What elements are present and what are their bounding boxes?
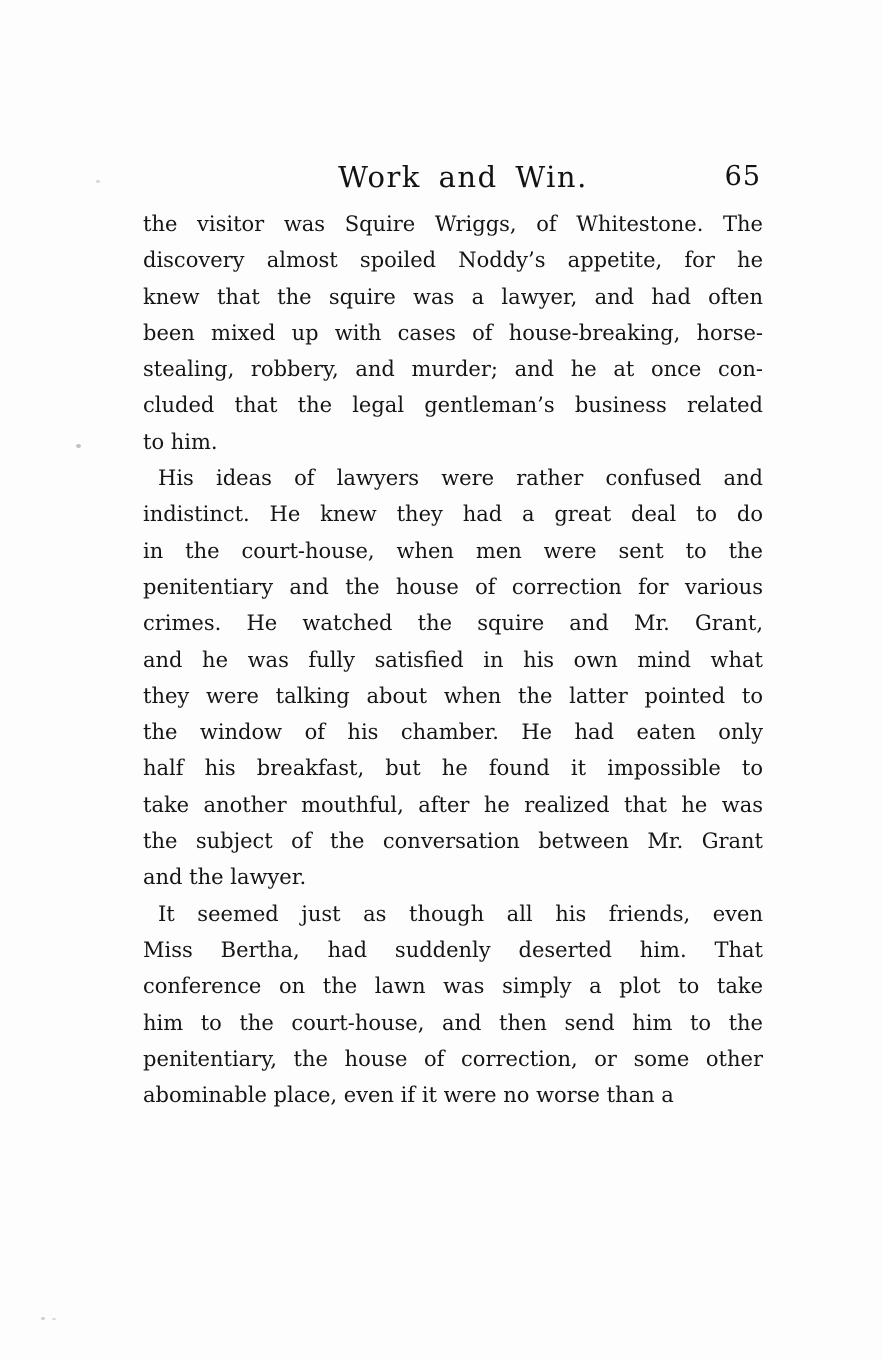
page-header xyxy=(143,160,763,204)
text-line: discovery almost spoiled Noddy’s appetite, for he xyxy=(143,248,763,273)
text-line: to him. xyxy=(143,429,218,454)
running-title: Work and Win. xyxy=(338,160,588,194)
text-line: His ideas of lawyers were rather confused and xyxy=(158,466,763,491)
text-line: indistinct. He knew they had a great deal to do xyxy=(143,502,763,527)
text-line: penitentiary, the house of correction, or some other xyxy=(143,1046,763,1071)
page-number: 65 xyxy=(724,161,761,192)
text-line: crimes. He watched the squire and Mr. Grant, xyxy=(143,611,763,636)
scan-speck xyxy=(52,1318,56,1320)
text-line: take another mouthful, after he realized that he was xyxy=(143,792,763,817)
text-line: knew that the squire was a lawyer, and had often xyxy=(143,284,763,309)
text-line: cluded that the legal gentleman’s business related xyxy=(143,393,763,418)
text-line: half his breakfast, but he found it impossible to xyxy=(143,756,763,781)
scan-speck xyxy=(41,1317,45,1320)
text-line: been mixed up with cases of house-breaking, horse- xyxy=(143,320,763,345)
scan-speck xyxy=(96,180,100,183)
text-line: and he was fully satisfied in his own mind what xyxy=(143,647,763,672)
text-line: the subject of the conversation between Mr. Grant xyxy=(143,829,763,854)
text-line: and the lawyer. xyxy=(143,865,307,890)
page-body xyxy=(143,206,763,1113)
text-line: It seemed just as though all his friends, even xyxy=(158,901,763,926)
text-line: the window of his chamber. He had eaten only xyxy=(143,720,763,745)
scan-speck xyxy=(76,444,81,448)
text-line: conference on the lawn was simply a plot to take xyxy=(143,974,763,999)
text-line: the visitor was Squire Wriggs, of Whitestone. The xyxy=(143,212,763,236)
text-line: stealing, robbery, and murder; and he at once con- xyxy=(143,357,763,382)
text-line: Miss Bertha, had suddenly deserted him. That xyxy=(143,937,763,962)
text-line: in the court-house, when men were sent to the xyxy=(143,538,763,563)
text-line: him to the court-house, and then send him to the xyxy=(143,1010,763,1035)
text-line: abominable place, even if it were no worse than a xyxy=(143,1083,674,1108)
text-line: penitentiary and the house of correction for various xyxy=(143,574,763,599)
text-line: they were talking about when the latter pointed to xyxy=(143,683,763,708)
